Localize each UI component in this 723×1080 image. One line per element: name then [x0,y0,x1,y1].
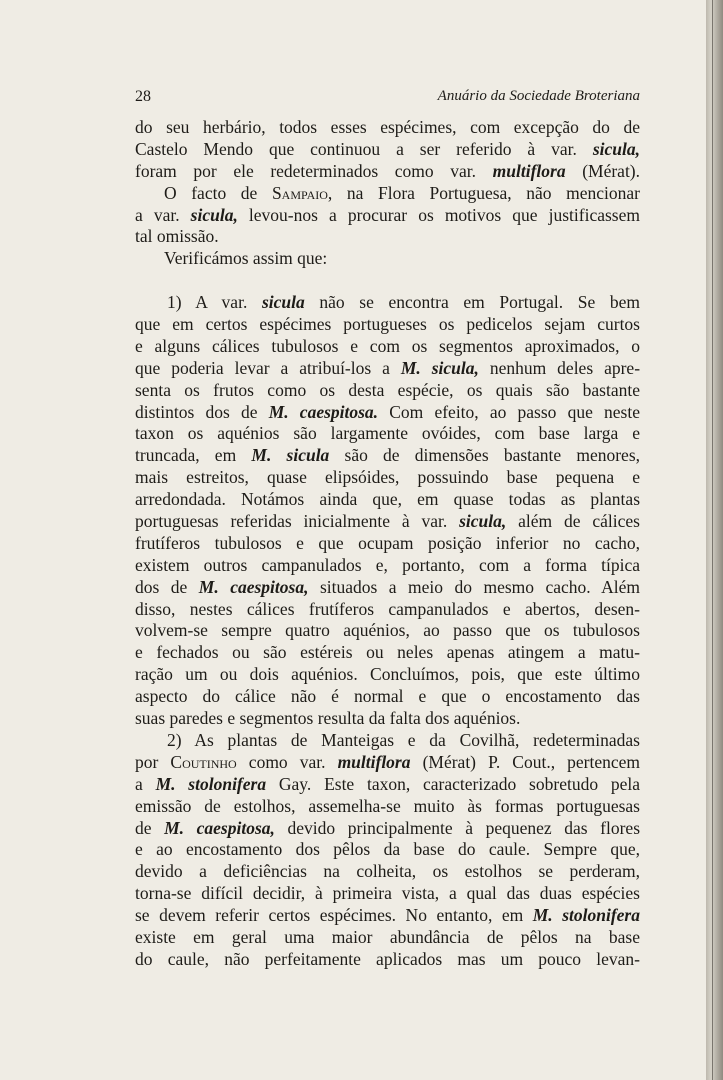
text-line: que poderia levar a atribuí-los a M. sicula, nenhum deles apre- [135,357,641,378]
running-title: Anuário da Sociedade Broteriana [437,88,640,104]
text-line: Verificámos assim que: [164,248,328,269]
text-line: suas paredes e segmentos resulta da falta dos aquénios. [135,708,521,729]
text-line: tal omissão. [135,226,219,247]
text-line: senta os frutos como os desta espécie, os quais são bastante [135,379,640,400]
text-line: por Coutinho como var. multiflora (Mérat) P. Cout., pertencem [135,751,641,772]
text-line: distintos dos de M. caespitosa. Com efeito, ao passo que neste [135,401,641,422]
text-line: que em certos espécimes portugueses os pedicelos sejam curtos [135,314,640,335]
text-line: O facto de Sampaio, na Flora Portuguesa, não mencionar [164,182,640,203]
body-text [135,117,640,971]
text-line: mais estreitos, quase elipsóides, possuindo base pequena e [135,467,640,488]
text-line: portuguesas referidas inicialmente à var. sicula, além de cálices [135,511,640,532]
text-line: taxon os aquénios são largamente ovóides, com base larga e [135,423,640,444]
text-line: volvem-se sempre quatro aquénios, ao passo que os tubulosos [135,620,640,641]
text-line: truncada, em M. sicula são de dimensões bastante menores, [135,445,641,466]
text-line: frutíferos tubulosos e que ocupam posição inferior no cacho, [135,532,640,553]
page-header [135,88,640,112]
text-line: existe em geral uma maior abundância de pêlos na base [135,926,640,947]
text-line: ração um ou dois aquénios. Concluímos, pois, que este último [135,664,640,685]
text-line: se devem referir certos espécimes. No entanto, em M. stolonifera [135,905,640,926]
text-line: existem outros campanulados e, portanto, com a forma típica [135,554,640,575]
text-line: 2) As plantas de Manteigas e da Covilhã, redeterminadas [167,729,640,750]
text-line: e ao encostamento dos pêlos da base do caule. Sempre que, [135,839,640,860]
text-line: e fechados ou são estéreis ou neles apenas atingem a matu- [135,642,640,663]
text-line: devido a deficiências na colheita, os estolhos se perderam, [135,861,640,882]
text-line: a var. sicula, levou-nos a procurar os motivos que justificassem [135,204,640,225]
text-line: do seu herbário, todos esses espécimes, com excepção do de [135,117,640,137]
text-line: foram por ele redeterminados como var. multiflora (Mérat). [135,160,641,181]
text-line: e alguns cálices tubulosos e com os segmentos aproximados, o [135,335,640,356]
page-edge-line [712,0,713,1080]
paragraph-gap [135,270,640,292]
text-line: disso, nestes cálices frutíferos campanulados e abertos, desen- [135,598,640,619]
text-line: emissão de estolhos, assemelha-se muito às formas portuguesas [135,795,640,816]
text-line: Castelo Mendo que continuou a ser referido à var. sicula, [135,138,640,159]
text-line: do caule, não perfeitamente aplicados mas um pouco levan- [135,948,640,969]
text-line: 1) A var. sicula não se encontra em Portugal. Se bem [167,292,641,313]
text-line: de M. caespitosa, devido principalmente à pequenez das flores [135,817,641,838]
book-page-edge [706,0,723,1080]
text-line: aspecto do cálice não é normal e que o encostamento das [135,686,640,707]
text-line: a M. stolonifera Gay. Este taxon, caracterizado sobretudo pela [135,773,641,794]
text-line: torna-se difícil decidir, à primeira vista, a qual das duas espécies [135,883,640,904]
text-line: arredondada. Notámos ainda que, em quase todas as plantas [135,489,640,510]
text-line: dos de M. caespitosa, situados a meio do mesmo cacho. Além [135,576,641,597]
page-number: 28 [135,88,151,105]
